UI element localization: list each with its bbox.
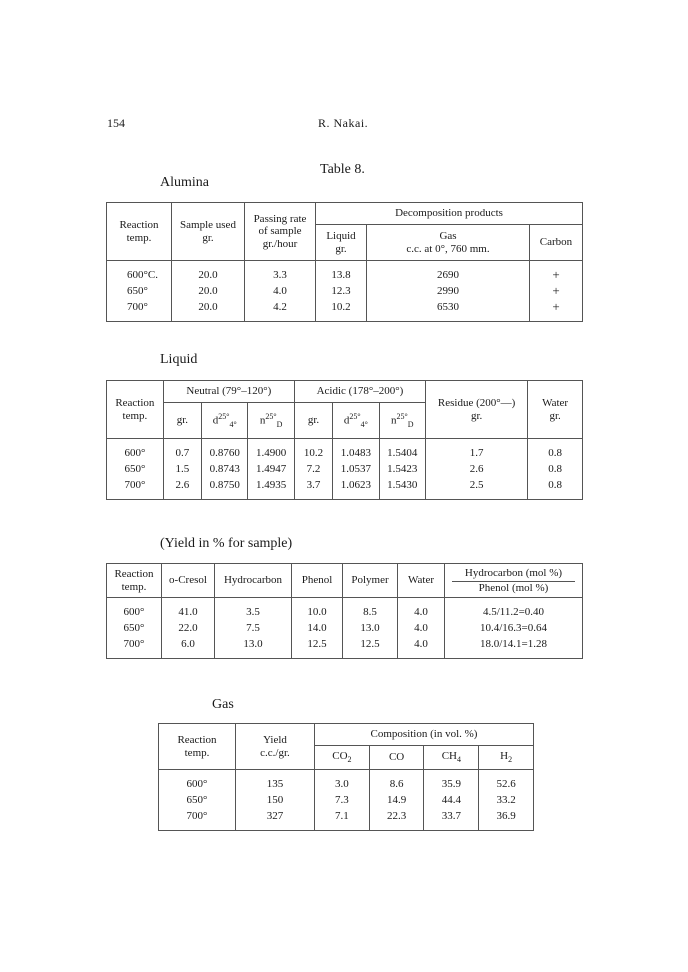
gas-h-co2: $CO_2$ xyxy=(315,746,370,770)
alumina-col-carbon: + + + xyxy=(530,261,583,322)
yield-h-cresol: o-Cresol xyxy=(162,564,215,598)
liquid-col-neutral-d: 0.8760 0.8743 0.8750 xyxy=(201,439,247,500)
alumina-heading: Alumina xyxy=(160,175,209,190)
gas-col-h2: 52.6 33.2 36.9 xyxy=(479,770,534,831)
gas-h-h2: $H_2$ xyxy=(479,746,534,770)
alumina-col-gas: 2690 2990 6530 xyxy=(367,261,530,322)
yield-col-water: 4.0 4.0 4.0 xyxy=(398,598,445,659)
liquid-col-neutral-n: 1.4900 1.4947 1.4935 xyxy=(248,439,294,500)
liquid-h-residue: Residue (200°—) gr. xyxy=(426,381,528,439)
alumina-h-sample: Sample used gr. xyxy=(172,203,245,261)
gas-table xyxy=(158,723,534,831)
yield-col-hydrocarbon: 3.5 7.5 13.0 xyxy=(215,598,292,659)
gas-heading: Gas xyxy=(212,697,234,712)
alumina-table xyxy=(106,202,583,322)
liquid-col-acidic-d: 1.0483 1.0537 1.0623 xyxy=(333,439,379,500)
running-author: R. Nakai. xyxy=(318,116,369,130)
yield-h-temp: Reaction temp. xyxy=(107,564,162,598)
liquid-col-neutral-gr: 0.7 1.5 2.6 xyxy=(163,439,201,500)
gas-h-composition: Composition (in vol. %) xyxy=(315,724,534,746)
gas-col-ch4: 35.9 44.4 33.7 xyxy=(424,770,479,831)
liquid-h-water: Water gr. xyxy=(528,381,583,439)
liquid-col-residue: 1.7 2.6 2.5 xyxy=(426,439,528,500)
yield-table xyxy=(106,563,583,659)
yield-h-phenol: Phenol xyxy=(292,564,343,598)
alumina-col-temp: 600°C. 650° 700° xyxy=(107,261,172,322)
yield-col-temp: 600° 650° 700° xyxy=(107,598,162,659)
yield-h-ratio: Hydrocarbon (mol %) Phenol (mol %) xyxy=(445,564,583,598)
liquid-h-neutral: Neutral (79°–120°) xyxy=(163,381,294,403)
gas-h-co: CO xyxy=(369,746,424,770)
gas-h-temp: Reaction temp. xyxy=(159,724,236,770)
alumina-col-liquid: 13.8 12.3 10.2 xyxy=(316,261,367,322)
alumina-h-gas: Gas c.c. at 0°, 760 mm. xyxy=(367,225,530,261)
gas-col-co2: 3.0 7.3 7.1 xyxy=(315,770,370,831)
alumina-h-carbon: Carbon xyxy=(530,225,583,261)
liquid-col-temp: 600° 650° 700° xyxy=(107,439,164,500)
alumina-h-temp: Reaction temp. xyxy=(107,203,172,261)
yield-heading: (Yield in % for sample) xyxy=(160,536,293,551)
liquid-h-neutral-gr: gr. xyxy=(163,403,201,439)
yield-col-phenol: 10.0 14.0 12.5 xyxy=(292,598,343,659)
liquid-h-acidic-gr: gr. xyxy=(294,403,332,439)
gas-h-ch4: $CH_4$ xyxy=(424,746,479,770)
liquid-col-water: 0.8 0.8 0.8 xyxy=(528,439,583,500)
liquid-h-neutral-n: $n^{25^\circ}_D$ xyxy=(248,403,294,439)
liquid-h-temp: Reaction temp. xyxy=(107,381,164,439)
alumina-col-rate: 3.3 4.0 4.2 xyxy=(245,261,316,322)
page-number: 154 xyxy=(107,116,125,130)
liquid-table xyxy=(106,380,583,500)
yield-col-ratio: 4.5/11.2=0.40 10.4/16.3=0.64 18.0/14.1=1.28 xyxy=(445,598,583,659)
alumina-h-liquid: Liquid gr. xyxy=(316,225,367,261)
gas-h-yield: Yield c.c./gr. xyxy=(236,724,315,770)
yield-h-hydrocarbon: Hydrocarbon xyxy=(215,564,292,598)
yield-h-water: Water xyxy=(398,564,445,598)
gas-col-yield: 135 150 327 xyxy=(236,770,315,831)
alumina-h-decomposition: Decomposition products xyxy=(316,203,583,225)
liquid-h-acidic-n: $n^{25^\circ}_D$ xyxy=(379,403,425,439)
yield-col-cresol: 41.0 22.0 6.0 xyxy=(162,598,215,659)
gas-col-co: 8.6 14.9 22.3 xyxy=(369,770,424,831)
alumina-h-rate: Passing rate of sample gr./hour xyxy=(245,203,316,261)
yield-col-polymer: 8.5 13.0 12.5 xyxy=(343,598,398,659)
table-title: Table 8. xyxy=(320,162,365,177)
liquid-h-acidic-d: $d^{25^\circ}_{4^\circ}$ xyxy=(333,403,379,439)
liquid-heading: Liquid xyxy=(160,352,198,367)
liquid-h-neutral-d: $d^{25^\circ}_{4^\circ}$ xyxy=(201,403,247,439)
alumina-col-sample: 20.0 20.0 20.0 xyxy=(172,261,245,322)
liquid-col-acidic-n: 1.5404 1.5423 1.5430 xyxy=(379,439,425,500)
yield-h-polymer: Polymer xyxy=(343,564,398,598)
liquid-h-acidic: Acidic (178°–200°) xyxy=(294,381,425,403)
liquid-col-acidic-gr: 10.2 7.2 3.7 xyxy=(294,439,332,500)
gas-col-temp: 600° 650° 700° xyxy=(159,770,236,831)
